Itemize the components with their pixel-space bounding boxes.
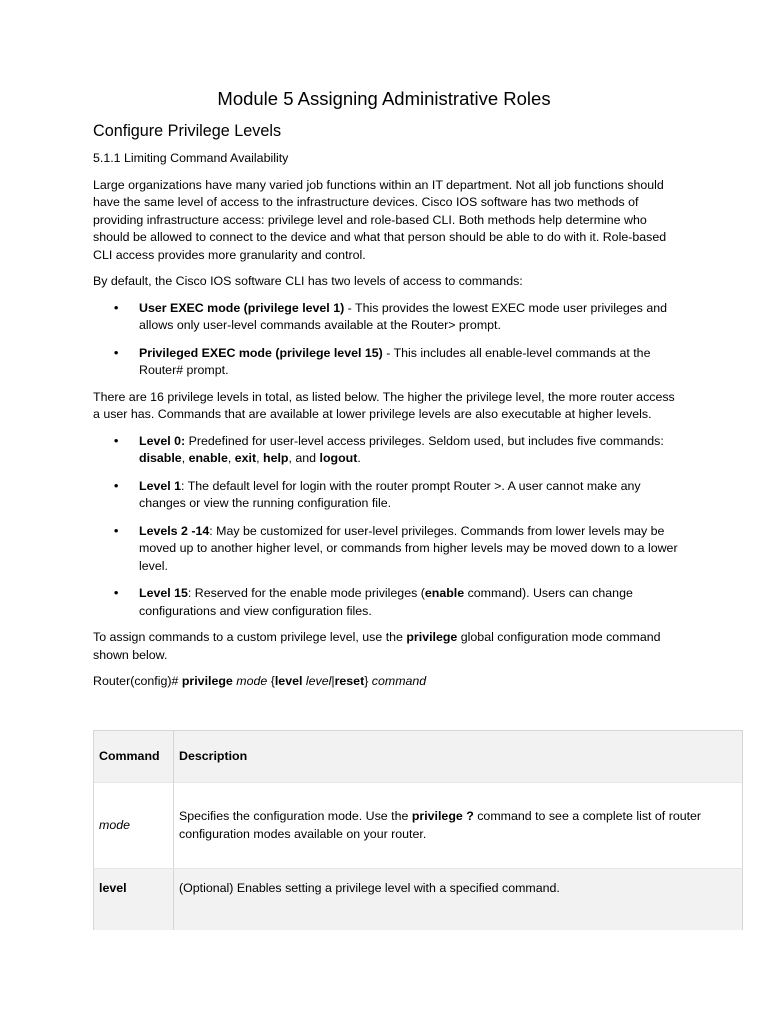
list-item-level-1 <box>93 478 678 513</box>
cmd-exit: exit <box>234 451 257 465</box>
brace-close: } <box>364 674 372 688</box>
assign-paragraph <box>93 629 678 664</box>
syntax-mode-arg: mode <box>236 674 268 688</box>
cmd-disable: disable <box>139 451 182 465</box>
cell-description <box>174 783 743 869</box>
separator: , <box>227 451 235 465</box>
list-item-level-0 <box>93 433 678 468</box>
syntax-pipe: | <box>331 674 335 688</box>
level-15-term: Level 15 <box>139 586 188 600</box>
level-1-term: Level 1 <box>139 478 182 493</box>
syntax-privilege-keyword: privilege <box>181 674 233 688</box>
separator: , <box>181 451 189 465</box>
bullet-icon: • <box>114 478 119 493</box>
bullet-icon: • <box>114 586 119 600</box>
privilege-keyword: privilege <box>406 630 458 644</box>
level-1-text: : The default level for login with the router prompt Router >. A user cannot make any changes or view the running configuration file. <box>139 478 641 510</box>
subsection-heading: 5.1.1 Limiting Command Availability <box>93 151 289 165</box>
cmd-enable: enable <box>424 586 465 600</box>
level-15-text-end: command). Users can change configurations and view configuration files. <box>139 586 633 618</box>
level-15-text: : Reserved for the enable mode privileges ( <box>187 586 425 600</box>
assign-text-end: global configuration mode command shown below. <box>93 630 661 662</box>
bullet-icon: • <box>114 300 119 315</box>
table-header-row <box>94 731 743 783</box>
user-exec-term: User EXEC mode (privilege level 1) <box>139 300 345 315</box>
user-exec-text: - This provides the lowest EXEC mode user privileges and allows only user-level commands available at the Router> prompt. <box>139 300 667 332</box>
bullet-icon: • <box>114 523 119 538</box>
cmd-help: help <box>263 451 289 465</box>
privileged-exec-text: - This includes all enable-level commands at the Router# prompt. <box>139 345 651 377</box>
privilege-levels-list <box>93 433 678 621</box>
separator: . <box>357 451 361 465</box>
list-item <box>93 345 678 380</box>
command-syntax <box>93 673 678 691</box>
section-heading: Configure Privilege Levels <box>93 122 282 140</box>
description-text: Specifies the configuration mode. Use the <box>179 809 412 823</box>
cmd-logout: logout <box>319 451 358 465</box>
cmd-enable: enable <box>188 451 228 465</box>
level-0-term: Level 0: <box>139 433 186 448</box>
cell-description: (Optional) Enables setting a privilege level with a specified command. <box>174 869 743 931</box>
syntax-level-keyword: level <box>274 674 303 688</box>
list-item-level-2-14 <box>93 523 678 576</box>
syntax-parameters-table <box>93 730 743 930</box>
separator: , <box>256 451 263 465</box>
access-levels-list <box>93 300 678 380</box>
command-mode: mode <box>99 817 130 832</box>
list-item-level-15 <box>93 585 678 620</box>
intro-paragraph: Large organizations have many varied job functions within an IT department. Not all job functions should have the same level of access to the infrastructure devices. Cisco IOS software has two methods of providing infrastructure access: privilege level and role-based CLI. Both methods help determine who should be allowed to connect to the device and what that person should be able to do with it. Role-based CLI access provides more granularity and control. <box>93 177 667 262</box>
cell-command <box>94 869 174 931</box>
level-2-14-term: Levels 2 -14 <box>139 523 210 538</box>
separator: , and <box>288 451 320 465</box>
bullet-icon: • <box>114 433 119 448</box>
list-item <box>93 300 678 335</box>
document-body <box>93 86 678 691</box>
brace-open: { <box>267 674 275 688</box>
header-command: Command <box>94 731 174 783</box>
default-levels-intro: By default, the Cisco IOS software CLI has two levels of access to commands: <box>93 274 523 288</box>
page-title: Module 5 Assigning Administrative Roles <box>217 88 551 109</box>
syntax-reset-keyword: reset <box>334 674 365 688</box>
table-row <box>94 869 743 931</box>
privileged-exec-term: Privileged EXEC mode (privilege level 15) <box>139 345 383 360</box>
header-description: Description <box>174 731 743 783</box>
privilege-help-keyword: privilege ? <box>411 809 474 823</box>
assign-text: To assign commands to a custom privilege level, use the <box>93 630 407 644</box>
level-0-text: Predefined for user-level access privileges. Seldom used, but includes five commands: <box>185 433 664 448</box>
router-prompt: Router(config)# <box>93 674 182 688</box>
level-2-14-text: : May be customized for user-level privileges. Commands from lower levels may be moved up to another higher level, or commands from higher levels may be moved down to a lower level. <box>139 523 678 573</box>
description-text-end: command to see a complete list of router configuration modes available on your router. <box>179 809 702 841</box>
command-level: level <box>99 881 127 895</box>
privilege-levels-intro: There are 16 privilege levels in total, as listed below. The higher the privilege level, the more router access a user has. Commands that are available at lower privilege levels are also executable at higher levels. <box>93 389 675 421</box>
syntax-command-arg: command <box>371 674 427 688</box>
bullet-icon: • <box>114 345 119 360</box>
syntax-level-arg: level <box>305 674 332 688</box>
cell-command <box>94 783 174 869</box>
table-row <box>94 783 743 869</box>
